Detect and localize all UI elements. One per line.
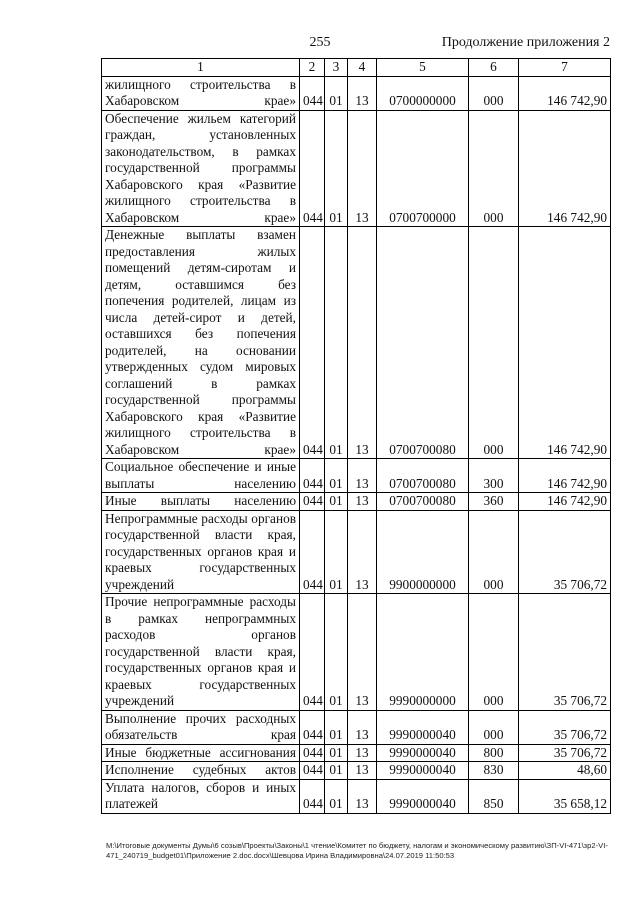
row-code-ministry: 044 [300,76,325,110]
row-name: Социальное обеспечение и иные выплаты населению [102,459,300,493]
table-row [102,744,611,762]
column-header-5: 5 [377,59,469,77]
row-code-subsection: 13 [348,710,377,744]
row-expense-type: 000 [469,76,519,110]
row-expense-type: 850 [469,779,519,813]
table-row [102,594,611,711]
row-code-ministry: 044 [300,594,325,711]
column-header-6: 6 [469,59,519,77]
row-code-ministry: 044 [300,710,325,744]
row-name: Иные выплаты населению [102,493,300,511]
document-path-footer: М:\Итоговые документы Думы\6 созыв\Проекты\Законы\1 чтение\Комитет по бюджету, налогам и экономическому развитию\ЗП-VI-471\зр2-VI-471_240719_budget01\Приложение 2.doc.docx\Шевцова Ирина Владимировна\24.07.2019 11:50:53 [106,841,608,860]
row-amount: 35 706,72 [519,594,611,711]
row-code-section: 01 [325,594,348,711]
row-code-subsection: 13 [348,510,377,594]
row-code-ministry: 044 [300,110,325,227]
row-target-article: 0700000000 [377,76,469,110]
row-amount: 146 742,90 [519,459,611,493]
row-code-section: 01 [325,110,348,227]
row-code-subsection: 13 [348,459,377,493]
row-target-article: 0700700080 [377,459,469,493]
table-row [102,227,611,459]
row-amount: 35 706,72 [519,710,611,744]
row-code-section: 01 [325,762,348,780]
column-header-4: 4 [348,59,377,77]
table-row [102,459,611,493]
row-code-ministry: 044 [300,459,325,493]
column-header-2: 2 [300,59,325,77]
row-expense-type: 000 [469,510,519,594]
row-target-article: 0700700080 [377,227,469,459]
row-code-ministry: 044 [300,227,325,459]
row-name: Уплата налогов, сборов и иных платежей [102,779,300,813]
row-code-section: 01 [325,459,348,493]
row-name: Прочие непрограммные расходы в рамках непрограммных расходов органов государственной власти края, государственных органов края и краевых государственных учреждений [102,594,300,711]
row-expense-type: 360 [469,493,519,511]
row-target-article: 0700700000 [377,110,469,227]
row-code-subsection: 13 [348,76,377,110]
table-row [102,493,611,511]
row-name: Иные бюджетные ассигнования [102,744,300,762]
column-header-1: 1 [102,59,300,77]
row-expense-type: 000 [469,594,519,711]
table-header-row [102,59,611,77]
continuation-label: Продолжение приложения 2 [441,35,610,50]
row-code-subsection: 13 [348,227,377,459]
row-code-ministry: 044 [300,493,325,511]
row-code-ministry: 044 [300,510,325,594]
row-code-ministry: 044 [300,762,325,780]
row-code-section: 01 [325,710,348,744]
row-target-article: 0700700080 [377,493,469,511]
row-amount: 35 706,72 [519,744,611,762]
row-code-section: 01 [325,493,348,511]
row-name: Непрограммные расходы органов государственной власти края, государственных органов края и краевых государственных учреждений [102,510,300,594]
table-row [102,762,611,780]
row-amount: 35 706,72 [519,510,611,594]
column-header-7: 7 [519,59,611,77]
row-amount: 48,60 [519,762,611,780]
row-expense-type: 000 [469,710,519,744]
row-code-section: 01 [325,227,348,459]
row-code-subsection: 13 [348,779,377,813]
row-expense-type: 300 [469,459,519,493]
row-name: жилищного строительства в Хабаровском крае» [102,76,300,110]
row-name: Денежные выплаты взамен предоставления жилых помещений детям-сиротам и детям, оставшимся без попечения родителей, лицам из числа детей-сирот и детей, оставшихся без попечения родителей, на основании утвержденных судом мировых соглашений в рамках государственной программы Хабаровского края «Развитие жилищного строительства в Хабаровском крае» [102,227,300,459]
row-amount: 146 742,90 [519,493,611,511]
row-expense-type: 800 [469,744,519,762]
row-code-section: 01 [325,744,348,762]
row-code-subsection: 13 [348,110,377,227]
row-amount: 146 742,90 [519,110,611,227]
row-target-article: 9900000000 [377,510,469,594]
column-header-3: 3 [325,59,348,77]
row-name: Обеспечение жильем категорий граждан, установленных законодательством, в рамках государственной программы Хабаровского края «Развитие жилищного строительства в Хабаровском крае» [102,110,300,227]
row-expense-type: 000 [469,227,519,459]
table-row [102,779,611,813]
row-amount: 35 658,12 [519,779,611,813]
row-target-article: 9990000040 [377,710,469,744]
row-amount: 146 742,90 [519,227,611,459]
row-target-article: 9990000040 [377,762,469,780]
row-code-ministry: 044 [300,744,325,762]
row-code-subsection: 13 [348,744,377,762]
row-code-ministry: 044 [300,779,325,813]
table-row [102,510,611,594]
row-target-article: 9990000040 [377,779,469,813]
page-number: 255 [309,35,331,50]
table-row [102,710,611,744]
table-row [102,76,611,110]
budget-table [101,58,611,814]
row-code-section: 01 [325,76,348,110]
row-expense-type: 000 [469,110,519,227]
row-name: Выполнение прочих расходных обязательств края [102,710,300,744]
row-expense-type: 830 [469,762,519,780]
row-code-subsection: 13 [348,762,377,780]
row-code-section: 01 [325,510,348,594]
row-amount: 146 742,90 [519,76,611,110]
row-code-subsection: 13 [348,493,377,511]
row-code-section: 01 [325,779,348,813]
table-row [102,110,611,227]
row-target-article: 9990000040 [377,744,469,762]
row-name: Исполнение судебных актов [102,762,300,780]
row-code-subsection: 13 [348,594,377,711]
row-target-article: 9990000000 [377,594,469,711]
